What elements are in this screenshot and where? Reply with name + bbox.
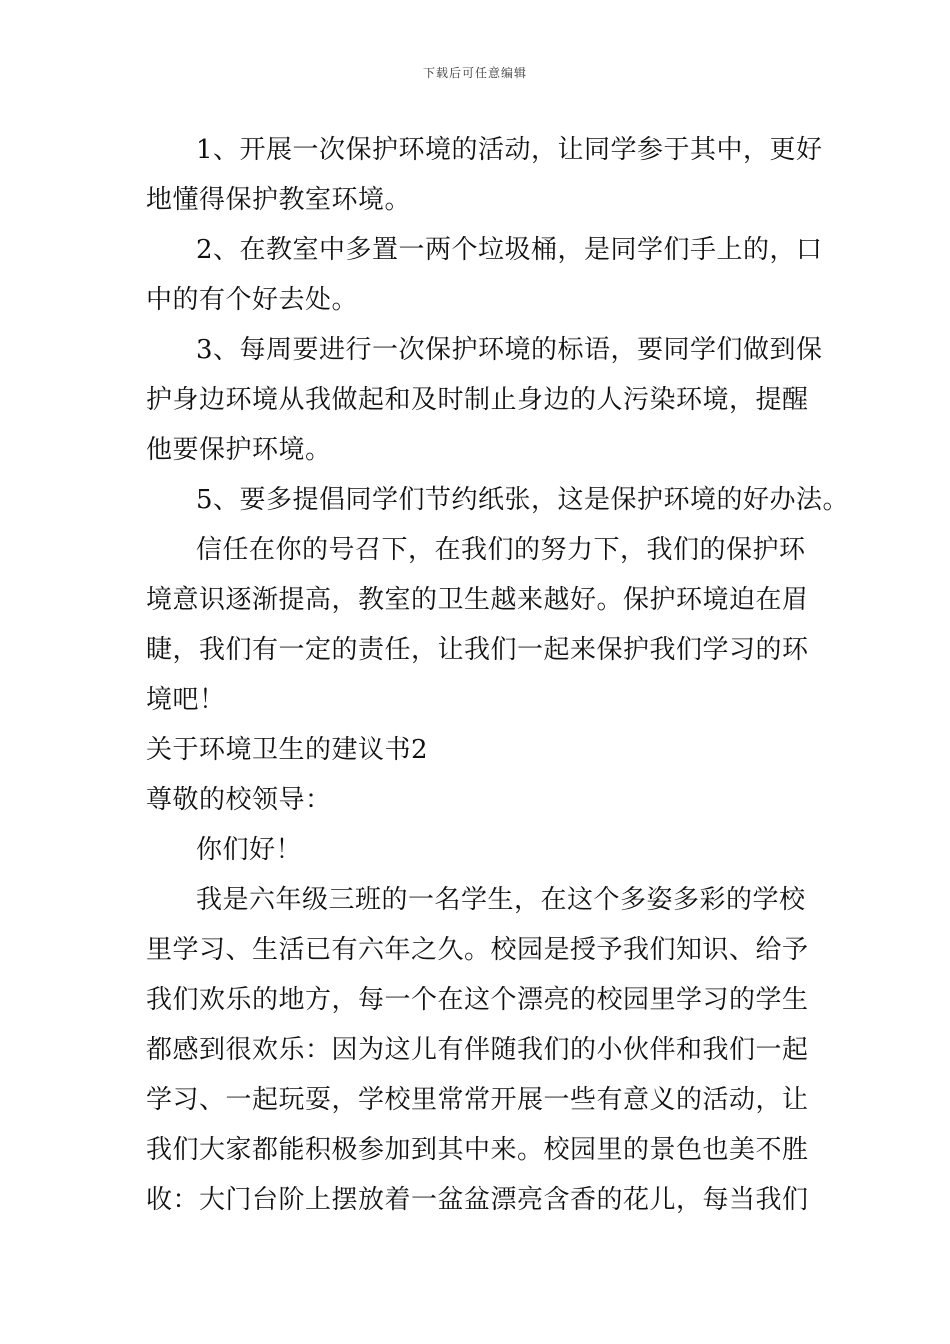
text-line: 境意识逐渐提高，教室的卫生越来越好。保护环境迫在眉 [146,585,809,615]
text-line: 我们大家都能积极参加到其中来。校园里的景色也美不胜 [146,1135,809,1165]
text-line: 护身边环境从我做起和及时制止身边的人污染环境，提醒 [146,385,809,415]
text-line: 我是六年级三班的一名学生，在这个多姿多彩的学校 [196,885,806,915]
text-line: 2、在教室中多置一两个垃圾桶，是同学们手上的，口 [196,235,823,265]
section-title: 关于环境卫生的建议书2 [146,735,429,765]
text-line: 睫，我们有一定的责任，让我们一起来保护我们学习的环 [146,635,809,665]
text-line: 学习、一起玩耍，学校里常常开展一些有意义的活动，让 [146,1085,809,1115]
text-line: 收：大门台阶上摆放着一盆盆漂亮含香的花儿，每当我们 [146,1185,809,1215]
text-line: 5、要多提倡同学们节约纸张，这是保护环境的好办法。 [196,485,850,515]
text-line: 我们欢乐的地方，每一个在这个漂亮的校园里学习的学生 [146,985,809,1015]
text-line: 都感到很欢乐：因为这儿有伴随我们的小伙伴和我们一起 [146,1035,809,1065]
text-line: 信任在你的号召下，在我们的努力下，我们的保护环 [196,535,806,565]
text-line: 3、每周要进行一次保护环境的标语，要同学们做到保 [196,335,823,365]
text-line: 中的有个好去处。 [146,285,359,315]
text-line: 地懂得保护教室环境。 [146,185,412,215]
text-line: 里学习、生活已有六年之久。校园是授予我们知识、给予 [146,935,809,965]
text-line: 1、开展一次保护环境的活动，让同学参于其中，更好 [196,135,823,165]
greeting: 你们好！ [196,835,303,865]
salutation: 尊敬的校领导： [146,785,332,815]
text-line: 境吧！ [146,685,226,715]
text-line: 他要保护环境。 [146,435,332,465]
page-header: 下载后可任意编辑 [422,66,527,80]
